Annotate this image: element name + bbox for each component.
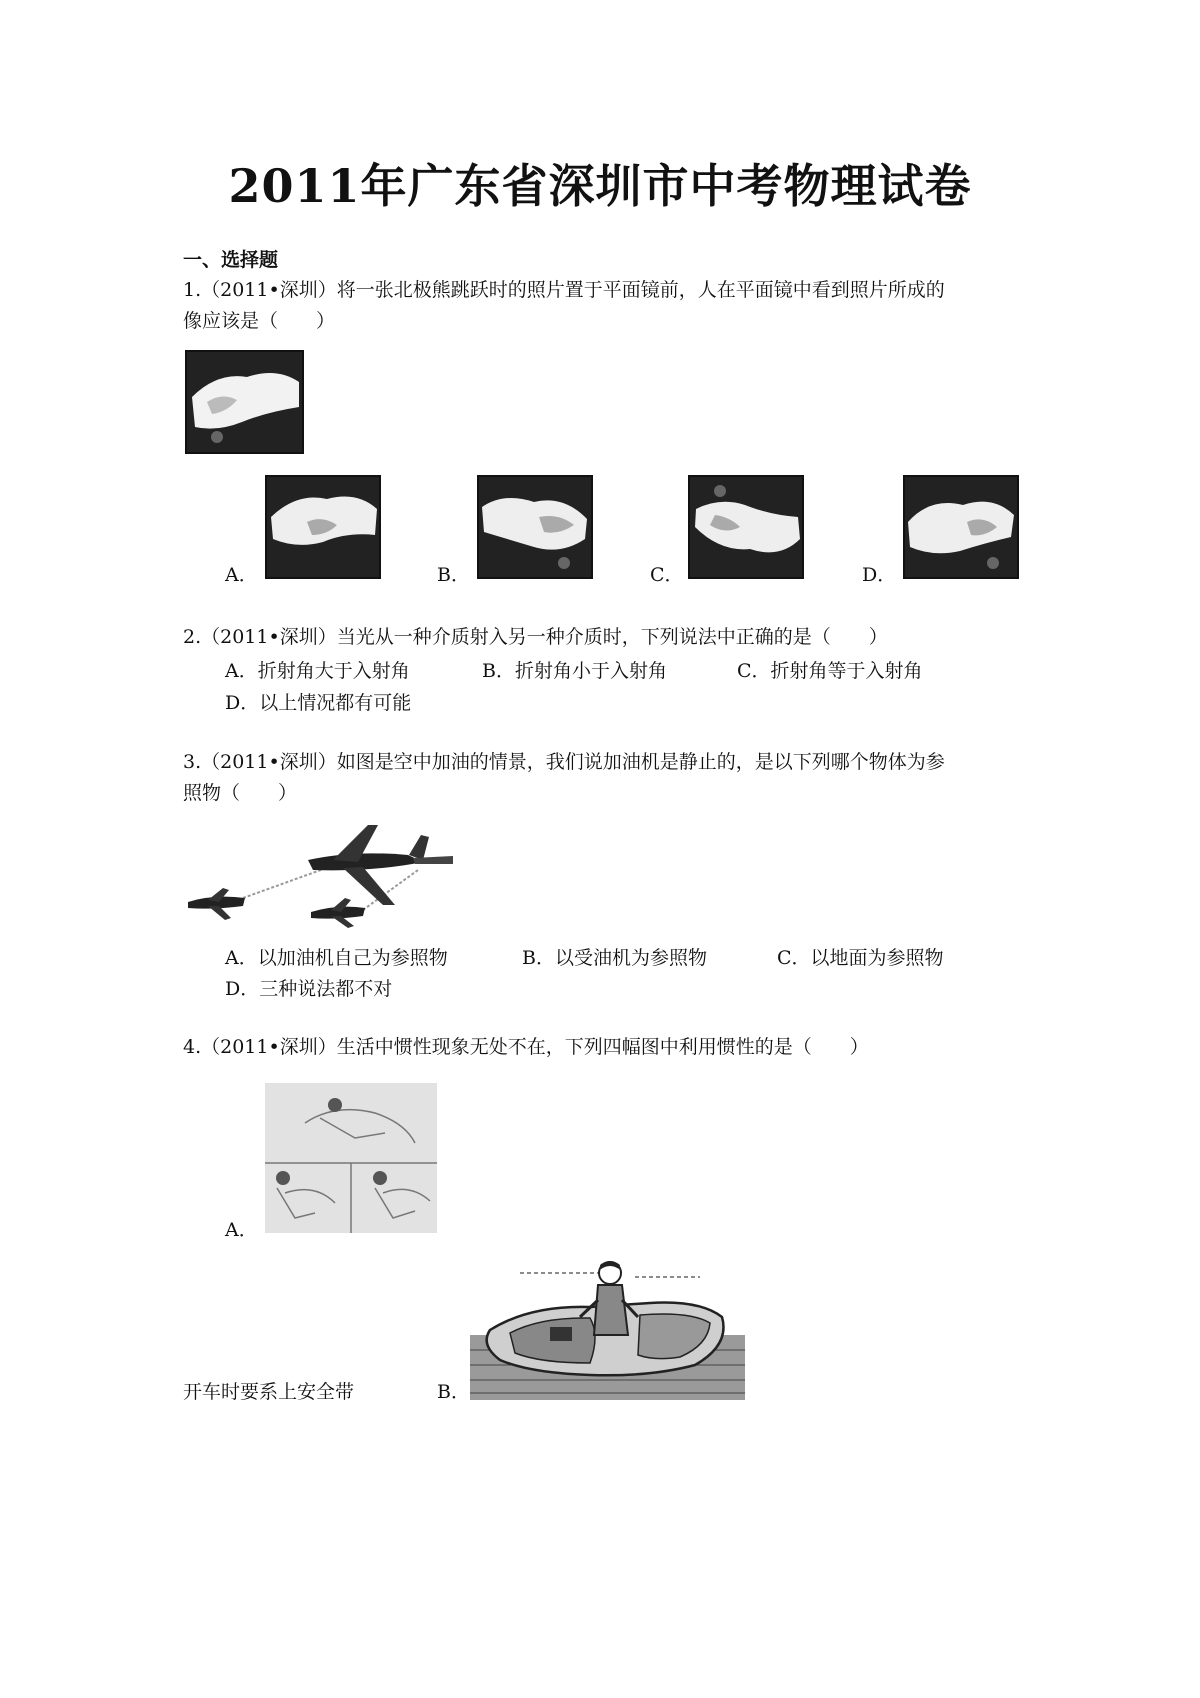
option-label: A． [225,660,258,682]
question-4-line-1: 4.（2011•深圳）生活中惯性现象无处不在，下列四幅图中利用惯性的是（ ） [183,1036,869,1058]
question-2-option-b [482,656,667,683]
seatbelt-image [265,1083,437,1233]
question-3-line-1: 3.（2011•深圳）如图是空中加油的情景，我们说加油机是静止的，是以下列哪个物体为参 [183,751,945,773]
polar-bear-photo [185,350,304,454]
question-3-line-2: 照物（ ） [183,782,298,804]
question-2-option-c [737,656,923,683]
option-text: 以加油机自己为参照物 [257,947,448,969]
question-4-option-a-caption: 开车时要系上安全带 [183,1381,355,1403]
question-1-option-a-label: A． [225,564,258,586]
page-title: 2011年广东省深圳市中考物理试卷 [228,159,972,213]
question-1-line-2: 像应该是（ ） [183,310,336,332]
question-2-line-1: 2.（2011•深圳）当光从一种介质射入另一种介质时，下列说法中正确的是（ ） [183,626,888,648]
air-refueling-image [183,820,458,930]
question-1-option-d-label: D． [862,564,897,586]
option-b-image [477,475,593,579]
question-2-option-d [225,688,411,715]
option-label: D． [225,978,260,1000]
option-text: 以地面为参照物 [810,947,944,969]
option-text: 折射角等于入射角 [770,660,923,682]
option-label: A． [225,947,258,969]
option-a-image [265,475,381,579]
option-text: 以上情况都有可能 [259,692,412,714]
option-d-image [903,475,1019,579]
section-heading: 一、选择题 [183,249,279,271]
question-3-option-c [777,943,944,970]
question-2-option-a [225,656,410,683]
question-3-option-a [225,943,448,970]
option-text: 以受油机为参照物 [554,947,707,969]
question-1-line-1: 1.（2011•深圳）将一张北极熊跳跃时的照片置于平面镜前，人在平面镜中看到照片所成的 [183,279,945,301]
option-text: 三种说法都不对 [259,978,393,1000]
boat-image [470,1255,745,1400]
option-label: B． [482,660,515,682]
question-4-option-a-label: A． [225,1219,258,1241]
question-4-option-b-label: B． [437,1381,470,1403]
question-3-option-d [225,974,392,1001]
option-label: B． [522,947,555,969]
option-label: C． [737,660,771,682]
option-label: C． [777,947,811,969]
question-1-option-b-label: B． [437,564,470,586]
question-1-option-c-label: C． [650,564,684,586]
option-label: D． [225,692,260,714]
option-c-image [688,475,804,579]
option-text: 折射角大于入射角 [257,660,410,682]
question-3-option-b [522,943,707,970]
option-text: 折射角小于入射角 [514,660,667,682]
